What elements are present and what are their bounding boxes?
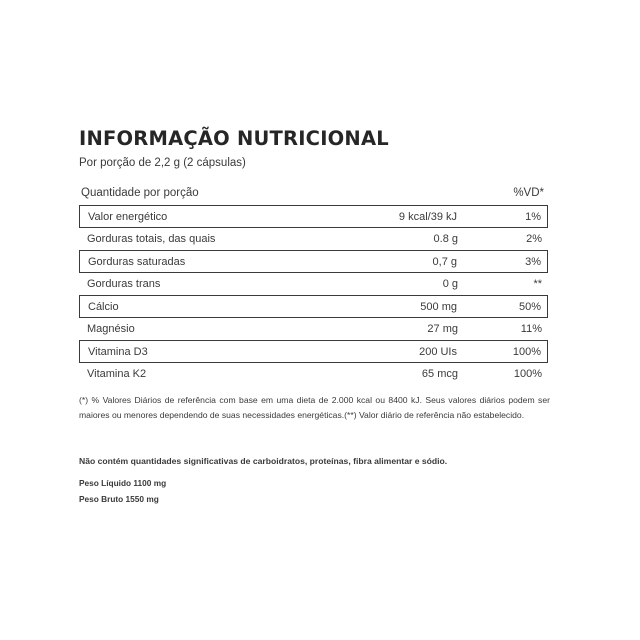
nutrient-name: Gorduras saturadas — [88, 256, 186, 268]
footnote: (*) % Valores Diários de referência com base em uma dieta de 2.000 kcal ou 8400 kJ. Seus valores diários podem ser maiores ou menores dependendo de suas necessidades energéticas.(**) Valor diário de referência não estabelecido. — [79, 395, 550, 420]
nutrient-name: Gorduras trans — [87, 277, 161, 290]
table-row — [79, 228, 548, 251]
nutrient-vd: ** — [533, 277, 542, 290]
page-title: INFORMAÇÃO NUTRICIONAL — [79, 127, 389, 150]
table-row — [79, 205, 548, 228]
table-row — [79, 250, 548, 273]
nutrient-amount: 500 mg — [420, 301, 457, 313]
nutrient-name: Magnésio — [87, 322, 135, 335]
nutrient-amount: 65 mcg — [421, 367, 458, 380]
header-vd: %VD* — [513, 187, 544, 199]
nutrient-vd: 50% — [518, 301, 541, 313]
nutrient-vd: 100% — [513, 367, 542, 380]
table-row — [79, 318, 548, 341]
nutrient-name: Vitamina D3 — [88, 346, 148, 358]
nutrient-name: Valor energético — [88, 211, 168, 223]
nutrient-name: Vitamina K2 — [87, 367, 147, 380]
table-row — [79, 273, 548, 296]
serving-size: Por porção de 2,2 g (2 cápsulas) — [79, 157, 246, 169]
table-header — [79, 185, 548, 205]
nutrient-amount: 0.8 g — [433, 232, 458, 245]
table-row — [79, 340, 548, 363]
nutrient-vd: 2% — [526, 232, 542, 245]
nutrient-amount: 0 g — [442, 277, 458, 290]
nutrient-vd: 3% — [525, 256, 541, 268]
nutrient-amount: 27 mg — [427, 322, 458, 335]
table-row — [79, 363, 548, 386]
nutrient-vd: 11% — [520, 322, 542, 335]
nutrient-vd: 1% — [525, 211, 541, 223]
nutrition-notice: Não contém quantidades significativas de carboidratos, proteínas, fibra alimentar e sódio. — [79, 456, 448, 466]
nutrient-amount: 0,7 g — [432, 256, 457, 268]
nutrient-vd: 100% — [512, 346, 541, 358]
net-weight: Peso Líquido 1100 mg — [79, 478, 167, 488]
nutrient-name: Gorduras totais, das quais — [87, 232, 216, 245]
nutrient-amount: 9 kcal/39 kJ — [398, 211, 457, 223]
nutrient-name: Cálcio — [88, 301, 119, 313]
header-quantity: Quantidade por porção — [81, 187, 199, 199]
nutrient-amount: 200 UIs — [419, 346, 457, 358]
table-row — [79, 295, 548, 318]
gross-weight: Peso Bruto 1550 mg — [79, 494, 159, 504]
nutrition-table — [79, 205, 548, 385]
